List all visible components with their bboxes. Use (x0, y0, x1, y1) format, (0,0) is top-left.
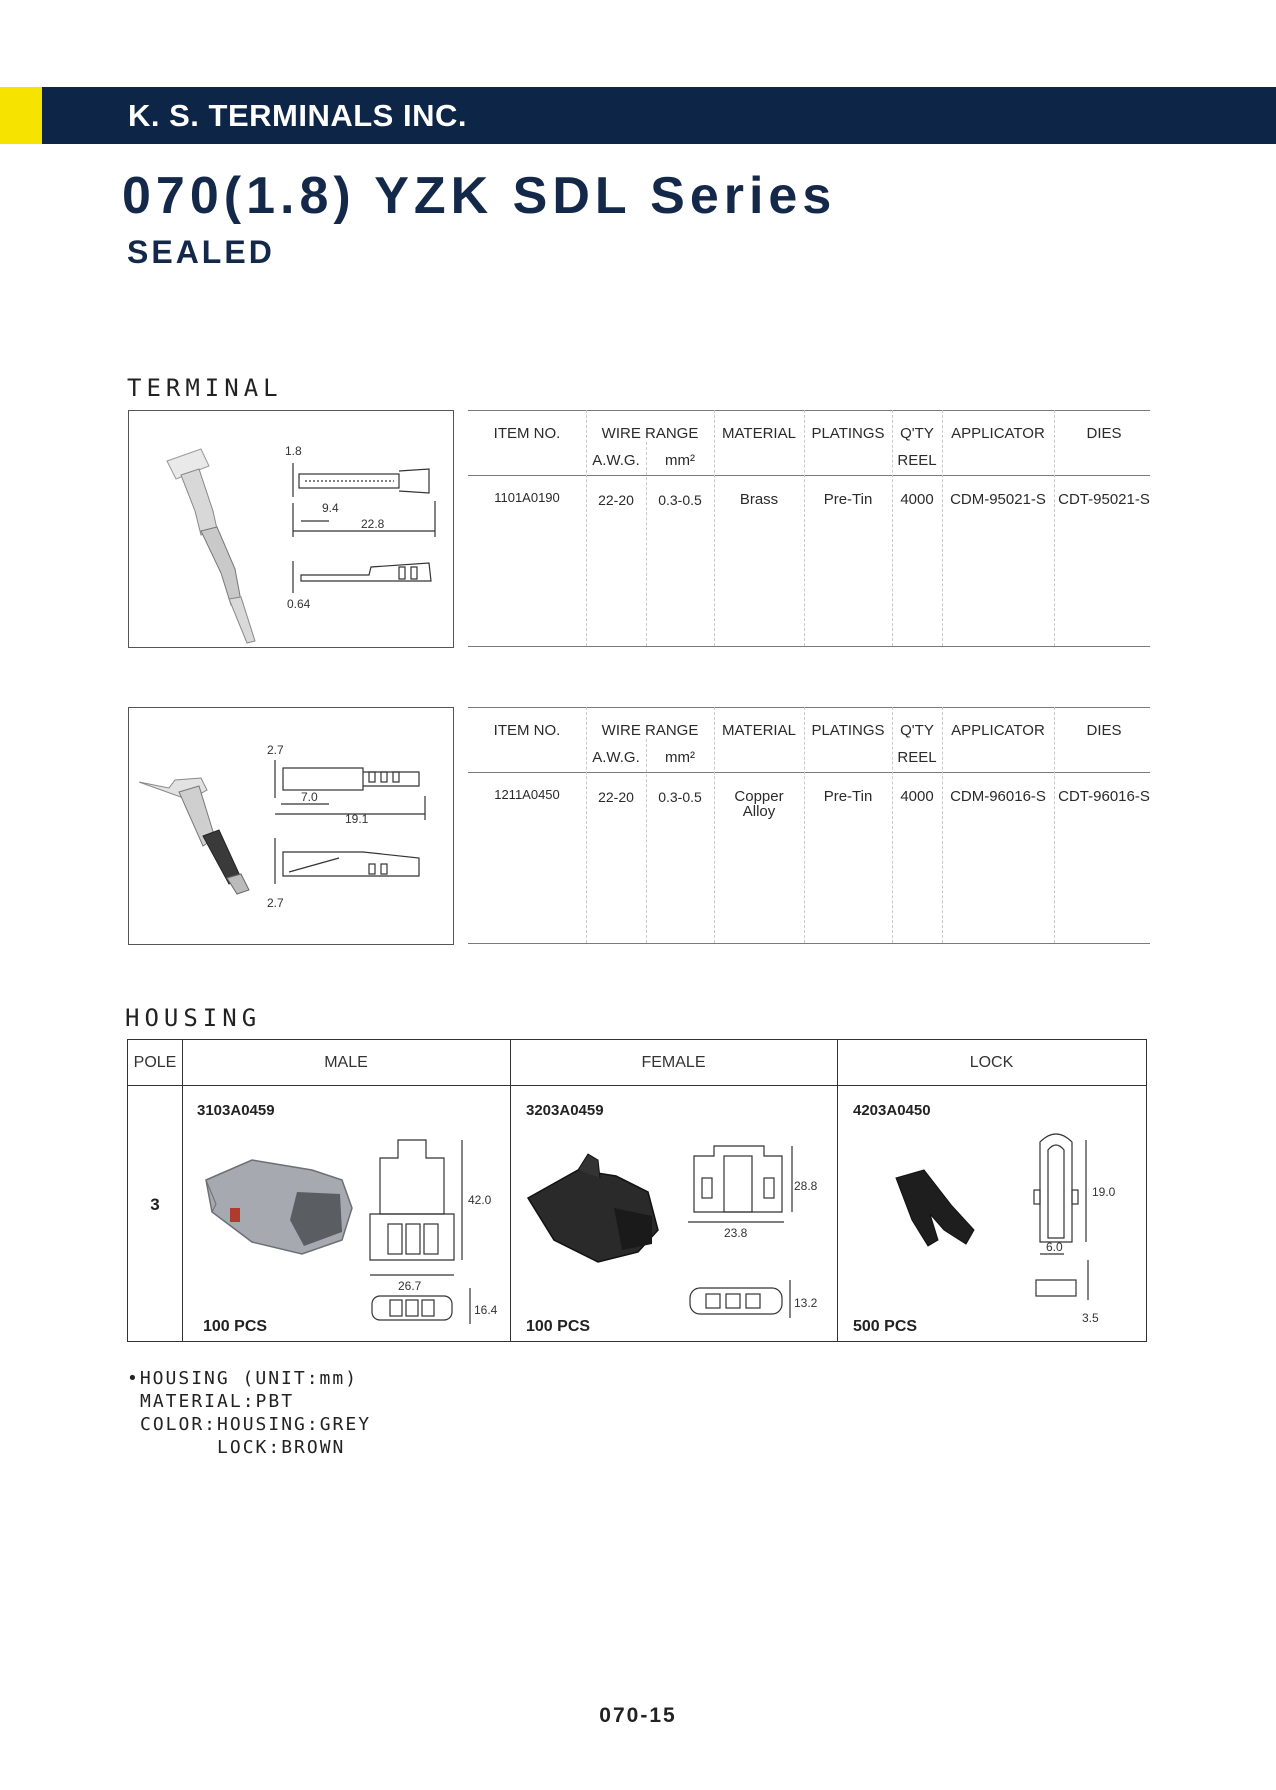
housing-notes (127, 1367, 371, 1459)
section-title-housing: HOUSING (125, 1004, 262, 1032)
dim-label: 1.8 (285, 444, 302, 458)
lock-part-number: 4203A0450 (853, 1102, 931, 1119)
table-rule (468, 410, 1150, 411)
terminal-image-box (128, 410, 454, 648)
dim-label: 3.5 (1082, 1311, 1099, 1325)
female-part-number: 3203A0459 (526, 1102, 604, 1119)
dim-label: 23.8 (724, 1226, 748, 1240)
male-housing-photo (206, 1160, 352, 1254)
header-awg: A.W.G. (592, 749, 640, 766)
male-housing-drawing (192, 1120, 508, 1325)
female-terminal-drawing (129, 708, 453, 944)
terminal-image-box (128, 707, 454, 945)
accent-stripe (0, 87, 42, 144)
lock-quantity: 500 PCS (853, 1318, 918, 1335)
dim-label: 2.7 (267, 743, 284, 757)
header-awg: A.W.G. (592, 452, 640, 469)
applicator-value: CDM-95021-S (950, 491, 1046, 508)
applicator-value: CDM-96016-S (950, 788, 1046, 805)
header-material: MATERIAL (722, 425, 796, 442)
mm2-value: 0.3-0.5 (658, 492, 702, 508)
note-line: COLOR:HOUSING:GREY (140, 1414, 372, 1435)
table-rule (468, 943, 1150, 944)
qty-value: 4000 (900, 788, 934, 805)
header-mm2: mm² (665, 452, 695, 469)
terminal-photo (167, 449, 255, 643)
header-wire-range: WIRE RANGE (601, 722, 699, 739)
female-housing-photo (528, 1154, 658, 1262)
awg-value: 22-20 (598, 492, 634, 508)
terminal-spec-table (468, 707, 1150, 945)
dies-value: CDT-95021-S (1058, 491, 1150, 508)
platings-value: Pre-Tin (823, 491, 873, 508)
item-number: 1211A0450 (494, 787, 560, 802)
header-lock: LOCK (969, 1054, 1014, 1071)
dim-label: 22.8 (361, 517, 385, 531)
male-quantity: 100 PCS (203, 1318, 268, 1335)
item-number: 1101A0190 (494, 490, 560, 505)
company-name: K. S. TERMINALS INC. (128, 98, 467, 133)
header-platings: PLATINGS (811, 425, 885, 442)
header-reel: REEL (897, 452, 937, 469)
lock-photo (896, 1170, 974, 1246)
note-line: HOUSING (UNIT:mm) (139, 1368, 359, 1389)
housing-table (127, 1039, 1147, 1342)
table-rule (468, 707, 1150, 708)
material-value-line2: Alloy (742, 803, 776, 820)
pole-count: 3 (150, 1195, 160, 1214)
material-value: Brass (739, 491, 779, 508)
header-item-no: ITEM NO. (493, 425, 561, 442)
note-line: LOCK:BROWN (140, 1437, 346, 1458)
header-applicator: APPLICATOR (951, 722, 1045, 739)
dim-label: 9.4 (322, 501, 339, 515)
header-dies: DIES (1086, 425, 1122, 442)
header-material: MATERIAL (722, 722, 796, 739)
header-qty: Q'TY (900, 425, 934, 442)
lock-drawing (842, 1120, 1142, 1325)
platings-value: Pre-Tin (823, 788, 873, 805)
header-qty: Q'TY (900, 722, 934, 739)
male-terminal-drawing (129, 411, 453, 647)
female-quantity: 100 PCS (526, 1318, 591, 1335)
dies-value: CDT-96016-S (1058, 788, 1150, 805)
header-pole: POLE (133, 1054, 177, 1071)
terminal-spec-table (468, 410, 1150, 648)
dim-label: 2.7 (267, 896, 284, 910)
table-rule (468, 772, 1150, 773)
dim-label: 19.0 (1092, 1185, 1116, 1199)
header-item-no: ITEM NO. (493, 722, 561, 739)
section-title-terminal: TERMINAL (127, 374, 283, 402)
mm2-value: 0.3-0.5 (658, 789, 702, 805)
header-reel: REEL (897, 749, 937, 766)
female-housing-drawing (518, 1120, 834, 1325)
dim-label: 42.0 (468, 1193, 492, 1207)
page-subtitle: SEALED (127, 234, 275, 270)
page-number: 070-15 (599, 1704, 677, 1727)
dim-label: 6.0 (1046, 1240, 1063, 1254)
dim-label: 26.7 (398, 1279, 422, 1293)
qty-value: 4000 (900, 491, 934, 508)
header-female: FEMALE (641, 1054, 706, 1071)
dim-label: 16.4 (474, 1303, 498, 1317)
dim-label: 28.8 (794, 1179, 818, 1193)
page-title: 070(1.8) YZK SDL Series (122, 167, 837, 225)
header-platings: PLATINGS (811, 722, 885, 739)
dim-label: 19.1 (345, 812, 369, 826)
awg-value: 22-20 (598, 789, 634, 805)
header-male: MALE (324, 1054, 368, 1071)
terminal-photo (139, 778, 249, 894)
header-applicator: APPLICATOR (951, 425, 1045, 442)
dim-label: 7.0 (301, 790, 318, 804)
dim-label: 0.64 (287, 597, 311, 611)
male-part-number: 3103A0459 (197, 1102, 275, 1119)
header-dies: DIES (1086, 722, 1122, 739)
note-line: MATERIAL:PBT (140, 1391, 295, 1412)
table-rule (468, 475, 1150, 476)
dim-label: 13.2 (794, 1296, 818, 1310)
note-bullet: • (127, 1368, 140, 1389)
header-mm2: mm² (665, 749, 695, 766)
table-rule (468, 646, 1150, 647)
material-value: Copper (734, 788, 784, 805)
header-wire-range: WIRE RANGE (601, 425, 699, 442)
